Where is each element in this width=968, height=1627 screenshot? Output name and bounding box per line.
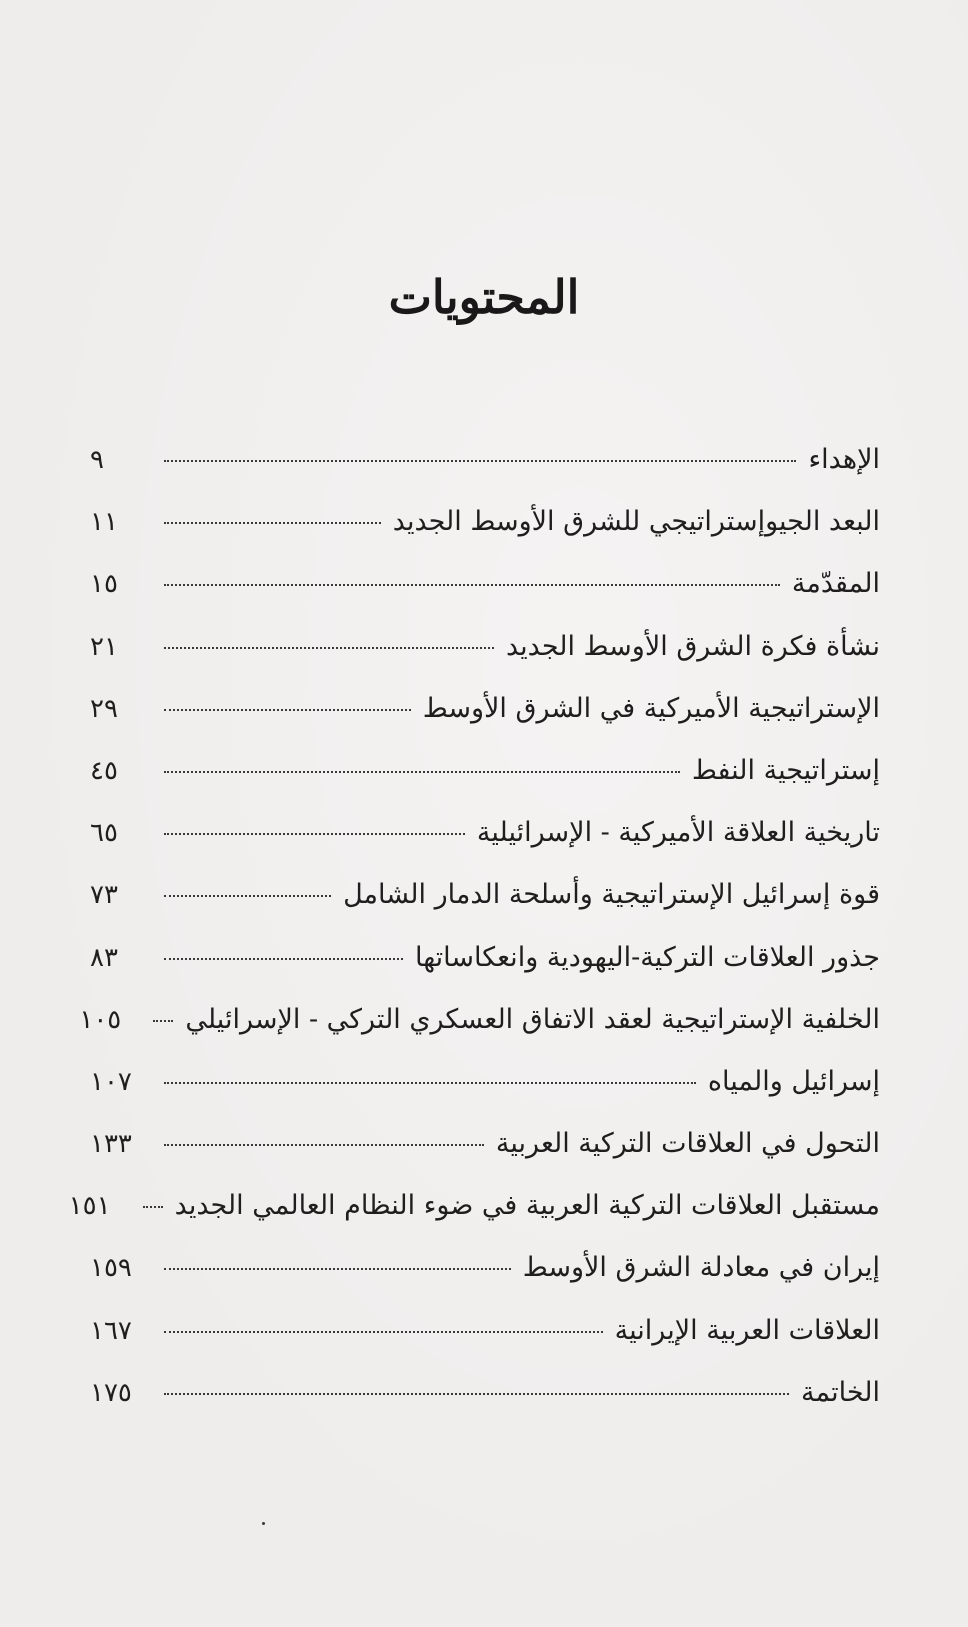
toc-entry: [68, 1186, 880, 1248]
toc-entry: [90, 1124, 880, 1186]
toc-entry: [90, 689, 880, 751]
toc-page-number: ١٠٥: [79, 1004, 122, 1035]
toc-entry-title: إستراتيجية النفط: [691, 754, 880, 786]
table-of-contents: [68, 440, 880, 1435]
toc-entry-title: المقدّمة: [791, 568, 880, 600]
toc-entry: [90, 564, 880, 626]
dot-leader: [164, 1331, 603, 1333]
toc-entry: [90, 440, 880, 502]
dot-leader: [164, 1144, 484, 1146]
dot-leader: [164, 460, 796, 462]
page-title: المحتويات: [388, 270, 580, 324]
toc-page-number: ١٥١: [68, 1191, 111, 1222]
toc-entry-title: التحول في العلاقات التركية العربية: [495, 1128, 880, 1160]
toc-entry-title: إيران في معادلة الشرق الأوسط: [522, 1252, 880, 1284]
dot-leader: [164, 958, 403, 960]
dot-leader: [153, 1020, 173, 1022]
toc-page-number: ١٣٣: [90, 1129, 132, 1160]
toc-entry: [90, 502, 880, 564]
dot-leader: [164, 771, 680, 773]
toc-page-number: ٩: [90, 445, 104, 475]
toc-entry-title: العلاقات العربية الإيرانية: [614, 1314, 880, 1346]
toc-page-number: ٢١: [90, 631, 118, 662]
dot-leader: [164, 833, 465, 835]
dot-leader: [164, 895, 331, 897]
dot-leader: [164, 1393, 789, 1395]
toc-page-number: ١٠٧: [90, 1066, 132, 1097]
toc-entry: [90, 1373, 880, 1435]
toc-entry: [90, 875, 880, 937]
toc-entry-title: الإهداء: [808, 444, 880, 475]
dot-leader: [164, 584, 780, 586]
toc-entry: [90, 1311, 880, 1373]
toc-page-number: ٧٣: [90, 880, 118, 911]
dot-leader: [164, 709, 411, 711]
toc-entry-title: الخاتمة: [801, 1376, 880, 1408]
toc-entry-title: البعد الجيوإستراتيجي للشرق الأوسط الجديد: [392, 506, 880, 538]
toc-entry-title: إسرائيل والمياه: [707, 1065, 880, 1097]
dot-leader: [143, 1206, 163, 1208]
toc-page-number: ١٥: [90, 569, 118, 600]
toc-entry: [90, 627, 880, 689]
toc-entry-title: تاريخية العلاقة الأميركية - الإسرائيلية: [476, 817, 880, 849]
toc-entry-title: الخلفية الإستراتيجية لعقد الاتفاق العسكري التركي - الإسرائيلي: [185, 1003, 880, 1035]
toc-page-number: ١٦٧: [90, 1315, 132, 1346]
toc-page-number: ١٥٩: [90, 1253, 132, 1284]
dot-leader: [164, 522, 381, 524]
toc-entry: [90, 751, 880, 813]
dot-leader: [164, 647, 494, 649]
toc-entry: [90, 1248, 880, 1310]
toc-page-number: ١٧٥: [90, 1377, 132, 1408]
toc-entry-title: نشأة فكرة الشرق الأوسط الجديد: [505, 630, 880, 662]
toc-entry: [90, 813, 880, 875]
dot-leader: [164, 1268, 511, 1270]
toc-entry-title: قوة إسرائيل الإستراتيجية وأسلحة الدمار الشامل: [343, 879, 880, 911]
dot-leader: [164, 1082, 696, 1084]
toc-entry: [90, 1062, 880, 1124]
toc-page-number: ١١: [90, 507, 118, 538]
toc-entry-title: مستقبل العلاقات التركية العربية في ضوء النظام العالمي الجديد: [174, 1190, 880, 1222]
ink-speck: [262, 1522, 265, 1525]
toc-entry-title: جذور العلاقات التركية-اليهودية وانعكاساتها: [414, 941, 880, 973]
toc-entry-title: الإستراتيجية الأميركية في الشرق الأوسط: [422, 692, 880, 724]
toc-page-number: ٤٥: [90, 755, 118, 786]
toc-page-number: ٦٥: [90, 818, 118, 849]
toc-entry: [90, 938, 880, 1000]
toc-page-number: ٢٩: [90, 693, 118, 724]
toc-page-number: ٨٣: [90, 942, 118, 973]
toc-entry: [79, 1000, 880, 1062]
